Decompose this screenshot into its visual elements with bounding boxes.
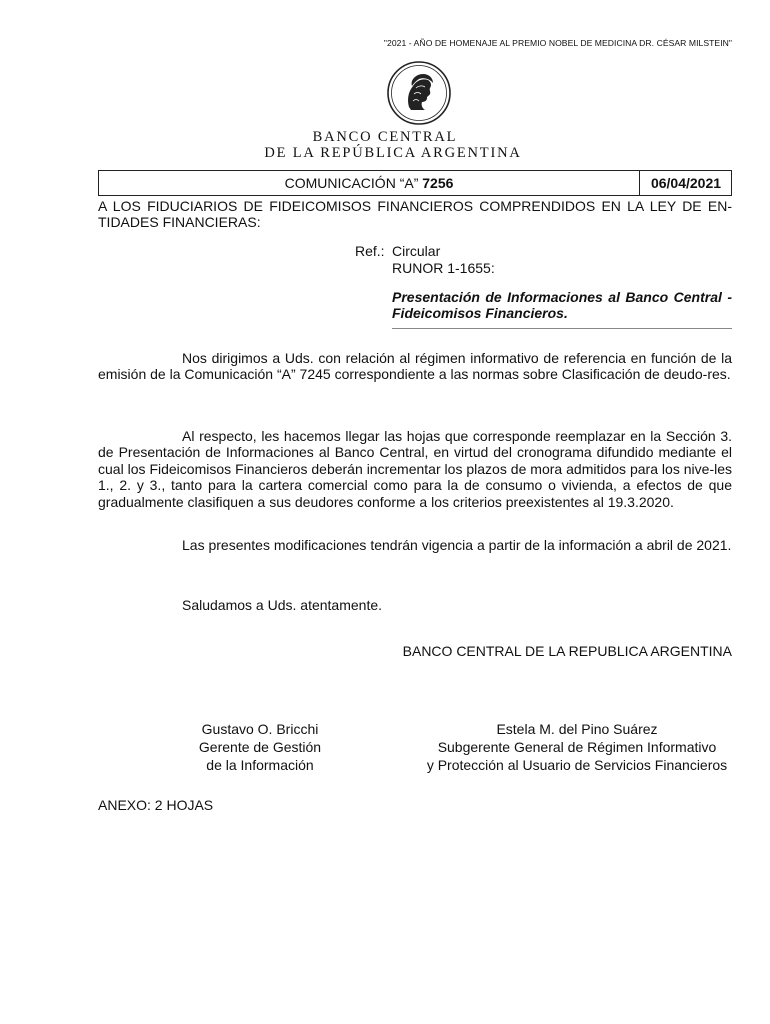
body-paragraph-1-text: Nos dirigimos a Uds. con relación al régimen informativo de referencia en función de la emisión de la Comunicación “A” 7245 correspondiente a las normas sobre Clasificación de deudo-res. (98, 350, 732, 383)
body-paragraph-3-text: Las presentes modificaciones tendrán vigencia a partir de la información a abril de 2021. (182, 537, 732, 553)
body-paragraph-4 (98, 597, 732, 613)
signer-title-line1: Gerente de Gestión (198, 739, 322, 755)
header-commemorative-note: "2021 - AÑO DE HOMENAJE AL PREMIO NOBEL DE MEDICINA DR. CÉSAR MILSTEIN" (383, 38, 732, 48)
bank-name-line1: BANCO CENTRAL (312, 129, 458, 145)
addressee: A LOS FIDUCIARIOS DE FIDEICOMISOS FINANCIEROS COMPRENDIDOS EN LA LEY DE EN-TIDADES FINANCIERAS: (98, 198, 732, 230)
bcra-seal-icon (386, 60, 452, 126)
signature-block-2 (404, 720, 750, 774)
bank-name-line2: DE LA REPÚBLICA ARGENTINA (264, 145, 522, 161)
signer-title-line2: de la Información (206, 757, 314, 773)
communication-date: 06/04/2021 (650, 175, 722, 191)
reference-label: Ref.: (355, 243, 385, 259)
subject-underline (392, 328, 732, 329)
reference-circular: Circular (392, 243, 441, 259)
annex-note: ANEXO: 2 HOJAS (98, 797, 214, 813)
signer-title-line2: y Protección al Usuario de Servicios Financieros (426, 757, 728, 773)
body-paragraph-2-text: Al respecto, les hacemos llegar las hojas que corresponde reemplazar en la Sección 3. de Presentación de Informaciones al Banco Central, en virtud del cronograma difundido mediante el cual los Fideicomisos Financieros deberán incrementar los plazos de mora admitidos para los nive-les 1., 2. y 3., tanto para la cartera comercial como para la de consumo o vivienda, a efectos de que gradualmente clasifiquen a sus deudores conforme a los criterios preexistentes al 19.3.2020. (98, 428, 732, 510)
signer-name: Estela M. del Pino Suárez (496, 721, 658, 737)
body-paragraph-2 (98, 428, 732, 510)
communication-title (99, 171, 639, 195)
closing-bank-name: BANCO CENTRAL DE LA REPUBLICA ARGENTINA (402, 643, 732, 659)
signature-block-1 (165, 720, 355, 774)
communication-number: 7256 (422, 175, 454, 191)
signer-name: Gustavo O. Bricchi (201, 721, 319, 737)
reference-subject: Presentación de Informaciones al Banco Central - Fideicomisos Financieros. (392, 289, 732, 321)
communication-box (98, 170, 732, 196)
body-paragraph-1 (98, 350, 732, 383)
reference-runor: RUNOR 1-1655: (392, 260, 495, 276)
body-paragraph-3 (98, 537, 732, 553)
signer-title-line1: Subgerente General de Régimen Informativo (437, 739, 717, 755)
body-paragraph-4-text: Saludamos a Uds. atentamente. (182, 597, 383, 613)
communication-prefix: COMUNICACIÓN “A” (284, 175, 419, 191)
